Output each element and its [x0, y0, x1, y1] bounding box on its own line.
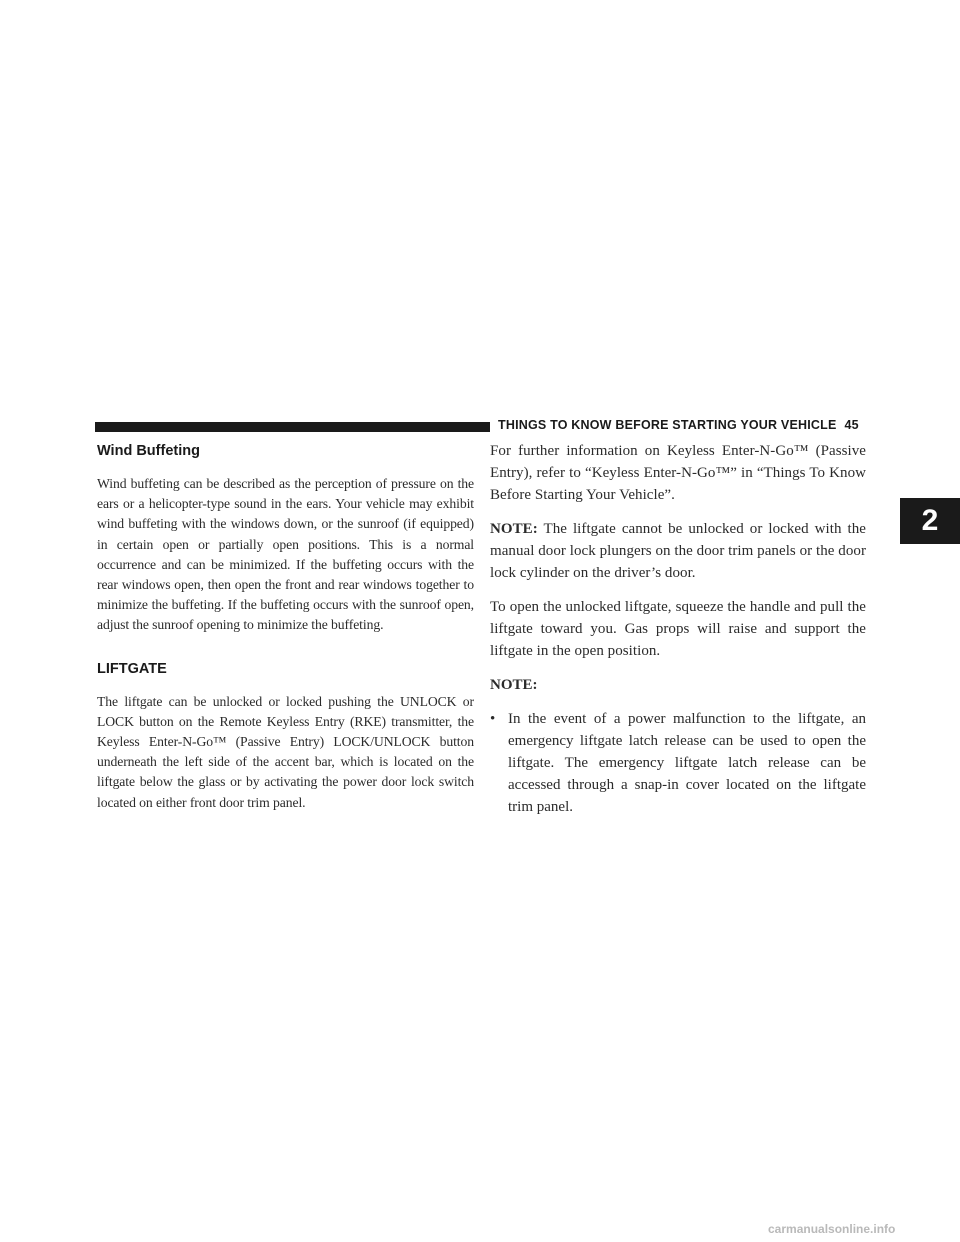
- header-rule: [95, 422, 490, 432]
- note-label: NOTE:: [490, 521, 538, 537]
- keyless-reference-paragraph: For further information on Keyless Enter-N-Go™ (Passive Entry), refer to “Keyless Enter-N-Go™” in “Things To Know Before Starting Your Vehicle”.: [490, 443, 866, 503]
- section-title: THINGS TO KNOW BEFORE STARTING YOUR VEHICLE: [498, 418, 837, 432]
- bullet-text: In the event of a power malfunction to the liftgate, an emergency liftgate latch release can be used to open the liftgate. The emergency liftgate latch release can be accessed through a snap-in cover located on the liftgate trim panel.: [508, 711, 866, 815]
- note-heading: NOTE:: [490, 677, 538, 693]
- page-number: 45: [844, 418, 859, 432]
- liftgate-heading: LIFTGATE: [97, 660, 167, 677]
- right-column: [490, 440, 866, 818]
- wind-buffeting-heading: Wind Buffeting: [97, 443, 200, 459]
- watermark: carmanualsonline.info: [768, 1222, 896, 1236]
- bullet-icon: •: [490, 711, 496, 727]
- left-column: [97, 440, 474, 813]
- list-item: [490, 708, 866, 818]
- running-header: [498, 416, 868, 434]
- note-paragraph: [490, 518, 866, 584]
- note-text: The liftgate cannot be unlocked or locked with the manual door lock plungers on the door trim panels or the door lock cylinder on the driver’s door.: [490, 521, 866, 581]
- chapter-tab: 2: [900, 498, 960, 544]
- wind-buffeting-text: Wind buffeting can be described as the perception of pressure on the ears or a helicopter-type sound in the ears. Your vehicle may exhibit wind buffeting with the windows down, or the sunroof (if equipped) in certain open or partially open positions. This is a normal occurrence and can be minimized. If the buffeting occurs with the rear windows open, then open the front and rear windows together to minimize the buffeting. If the buffeting occurs with the sunroof open, adjust the sunroof opening to minimize the buffeting.: [97, 476, 474, 633]
- open-liftgate-paragraph: To open the unlocked liftgate, squeeze the handle and pull the liftgate toward you. Gas props will raise and support the liftgate in the open position.: [490, 599, 866, 659]
- liftgate-text: The liftgate can be unlocked or locked pushing the UNLOCK or LOCK button on the Remote Keyless Entry (RKE) transmitter, the Keyless Enter-N-Go™ (Passive Entry) LOCK/UNLOCK button underneath the left side of the accent bar, which is located on the liftgate below the glass or by activating the power door lock switch located on either front door trim panel.: [97, 693, 474, 810]
